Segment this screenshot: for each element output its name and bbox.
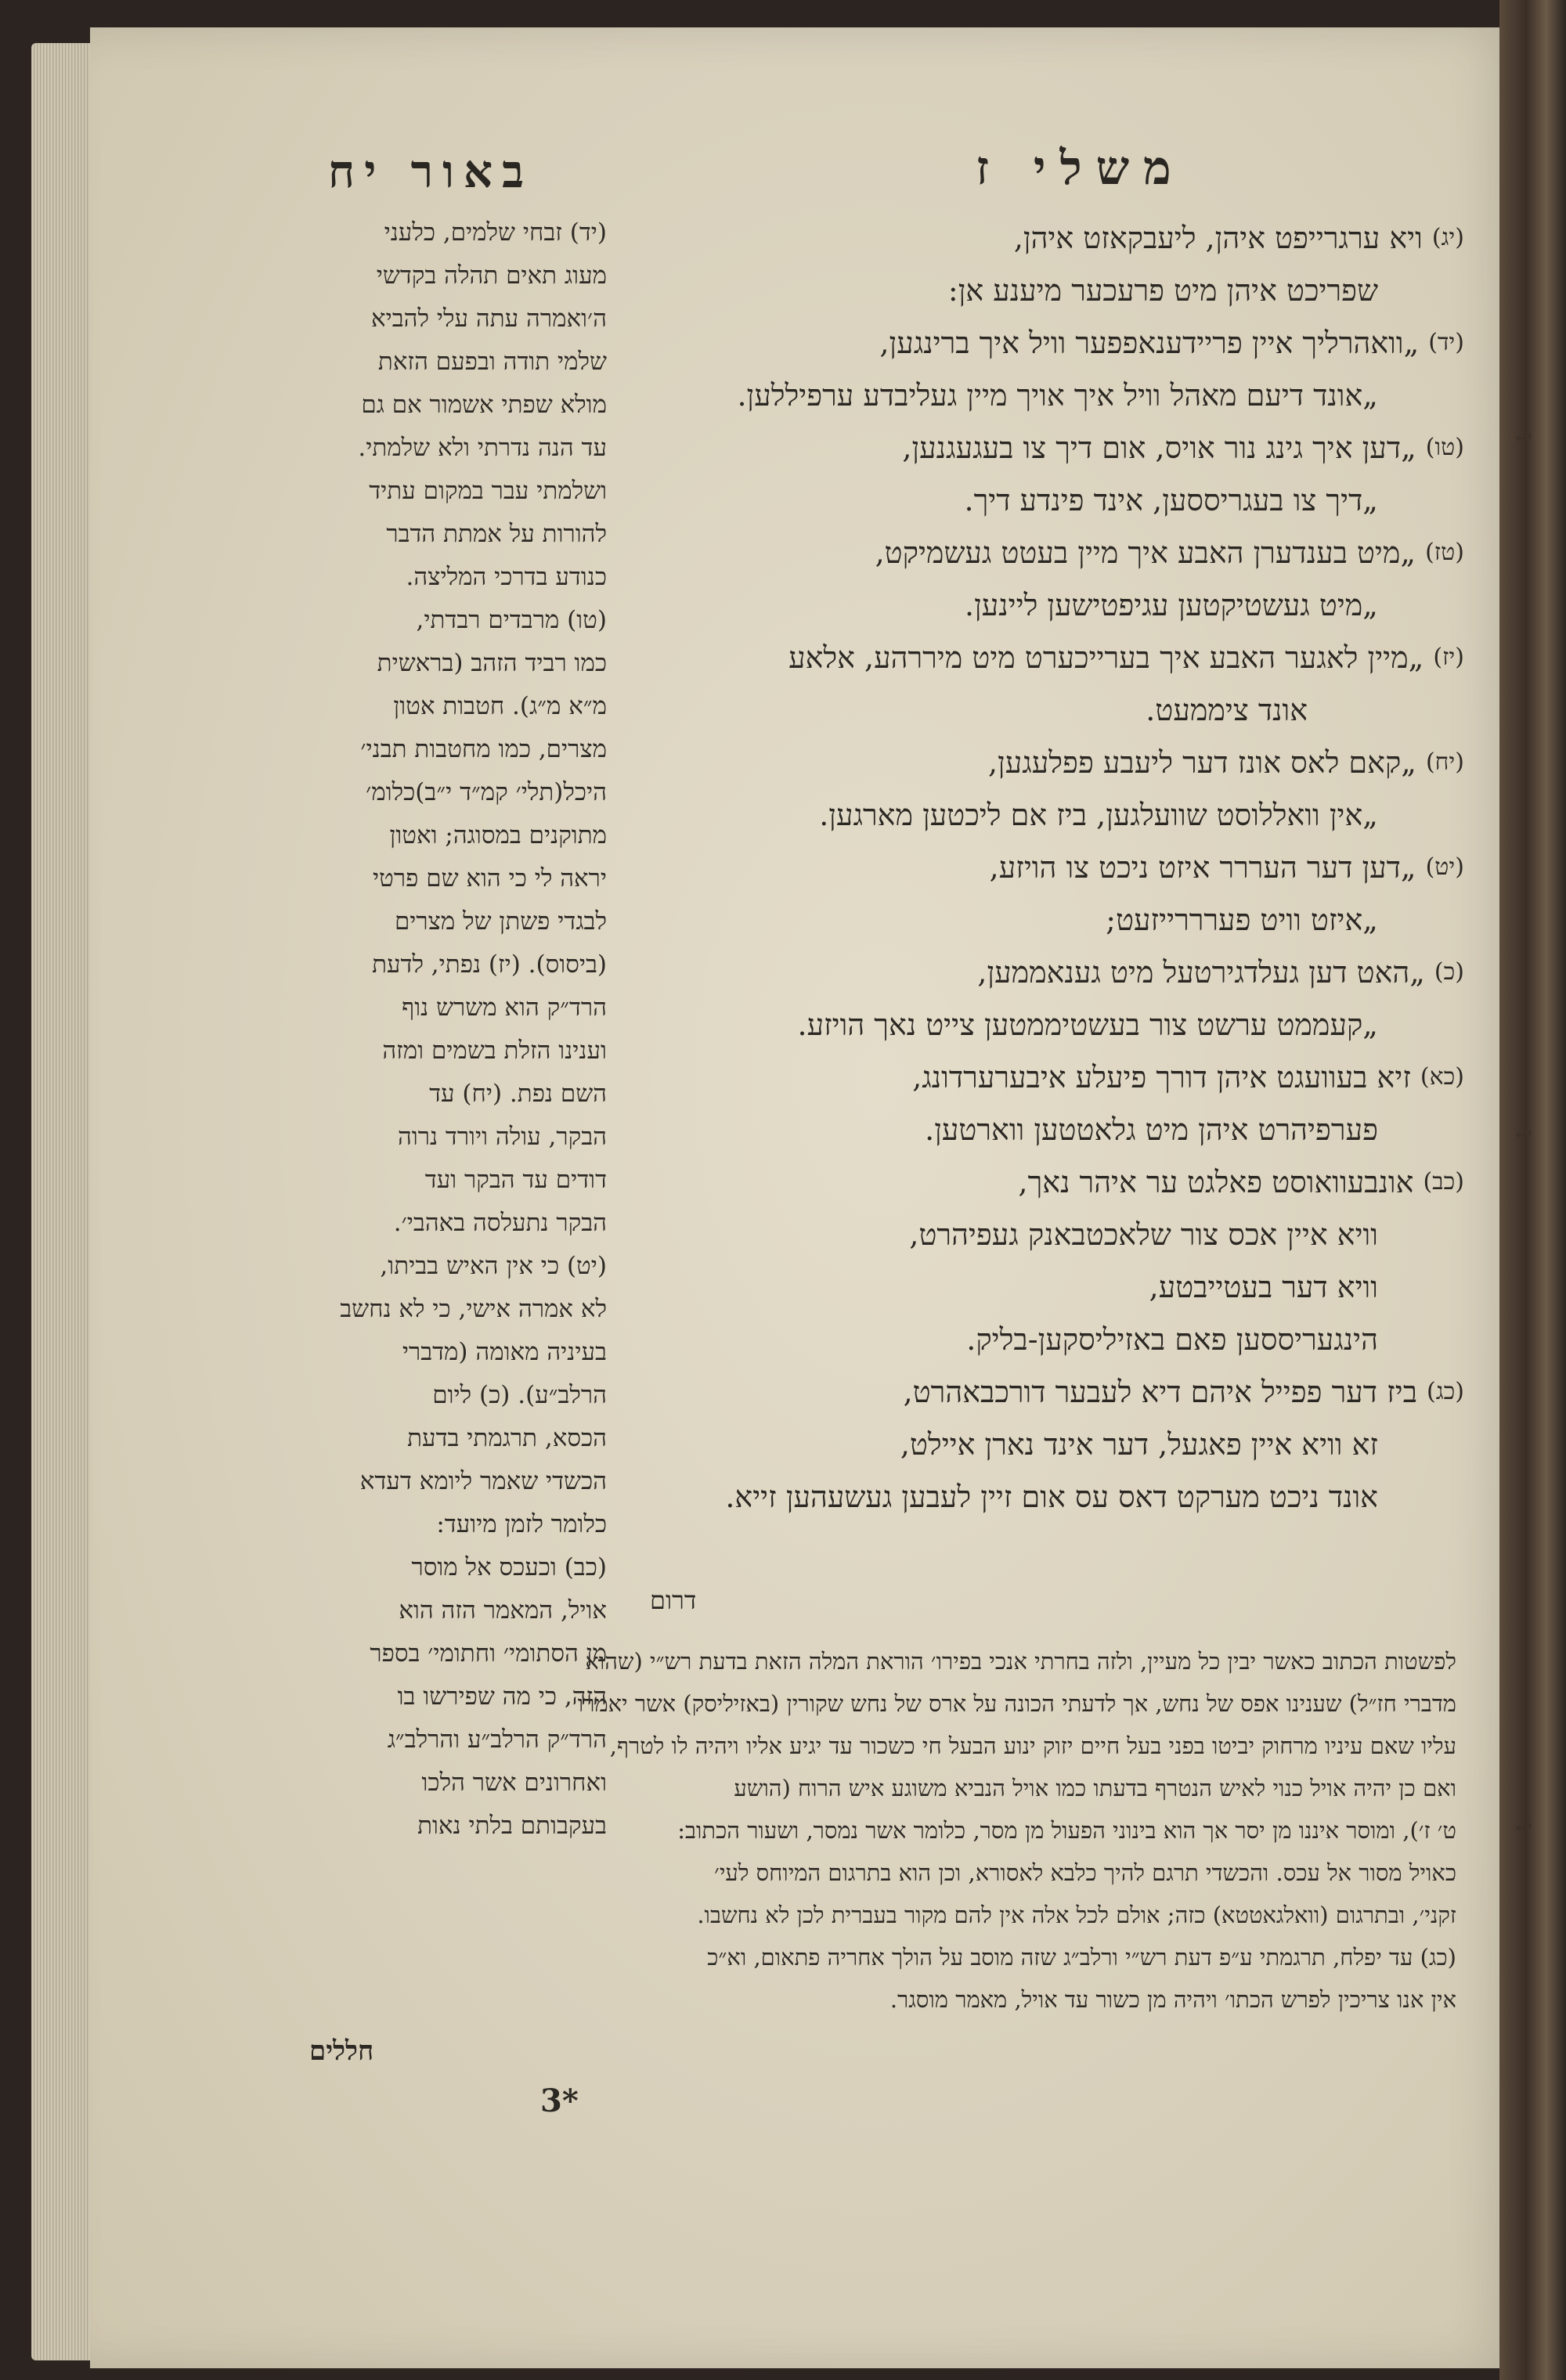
margin-arrow-icon: ↩ xyxy=(1515,1123,1532,1147)
commentary-line: מתוקנים במסוגה; ואטון xyxy=(389,821,607,849)
commentary-line: ה׳ואמרה עתה עלי להביא xyxy=(371,305,607,333)
commentary-line: כלומר לזמן מיועד: xyxy=(436,1510,607,1538)
commentary-line: היכל(תלי׳ קמ״ד י״ב)כלומ׳ xyxy=(366,778,607,806)
verse-line: „מיט געשטיקטען עגיפטישען ליינען. xyxy=(965,587,1378,622)
verse-line: „קעממט ערשט צור בעשטיממטען צייט נאך הויזע. xyxy=(797,1007,1378,1042)
commentary-line: (טו) מרבדים רבדתי, xyxy=(416,606,607,634)
commentary-line: מן הסתומי׳ וחתומי׳ בספר xyxy=(370,1639,607,1668)
commentary-line: הבקר, עולה ויורד נרוה xyxy=(397,1123,607,1151)
footnote-line: ואם כן יהיה אויל כנוי לאיש הנטרף בדעתו כמו אויל הנביא משוגע איש הרוח (הושע xyxy=(734,1775,1456,1801)
verse-line: וויא איין אכס צור שלאכטבאנק געפיהרט, xyxy=(909,1217,1378,1252)
commentary-line: הבקר נתעלסה באהבי׳. xyxy=(393,1209,607,1237)
verse-line: (יז) „מיין לאגער האבע איך בערייכערט מיט מיררהע, אלאע xyxy=(788,640,1464,675)
commentary-line: כנודע בדרכי המליצה. xyxy=(406,563,607,591)
catchword-footer: חללים xyxy=(309,2036,374,2067)
commentary-line: בעיניה מאומה (מדברי xyxy=(402,1338,607,1366)
verse-line: „איזט וויט פערררייזעט; xyxy=(1106,902,1378,937)
commentary-line: שלמי תודה ובפעם הזאת xyxy=(377,348,607,376)
margin-arrow-icon: ↩ xyxy=(1515,427,1532,450)
verse-line: (טז) „מיט בענדערן האבע איך מיין בעטט געשמיקט, xyxy=(875,535,1464,570)
commentary-header: באור יח xyxy=(327,145,534,198)
commentary-line: וענינו הזלת בשמים ומזה xyxy=(382,1037,607,1065)
footnote-line: זקני׳, ובתרגום (וואלגאטטא) כזה; אולם לכל אלה אין להם מקור בעברית לכן לא נחשבו. xyxy=(697,1902,1456,1928)
verse-line: „אונד דיעם מאהל וויל איך אויך מיין געליבדע ערפיללען. xyxy=(737,377,1378,413)
verse-line: (כב) אונבעוואוסט פאלגט ער איהר נאך, xyxy=(1018,1164,1464,1199)
verse-line: הינגעריססען פאם באזיליסקען-בליק. xyxy=(966,1322,1378,1357)
commentary-line: לבגדי פשתן של מצרים xyxy=(394,907,607,936)
footnote-line: עליו שאם עיניו מרחוק יביטו בפני בעל חיים יזוק ינוע הבעל חי כשכור עד יגיע אליו ויהיה לו לטרף, xyxy=(609,1733,1456,1759)
commentary-line: עד הנה נדרתי ולא שלמתי. xyxy=(358,434,607,462)
commentary-line: הכשדי שאמר ליומא דעדא xyxy=(359,1467,607,1495)
verse-line: שפריכט איהן מיט פרעכער מיענע אן: xyxy=(947,272,1378,308)
commentary-column xyxy=(262,211,607,1848)
commentary-line: כמו רביד הזהב (בראשית xyxy=(377,649,607,677)
verse-line: (כג) ביז דער פפייל איהם דיא לעבער דורכבאהרט, xyxy=(903,1374,1464,1409)
margin-arrow-icon: ↩ xyxy=(1515,1816,1532,1840)
commentary-line: יראה לי כי הוא שם פרטי xyxy=(373,864,607,892)
footnote-line: (כג) עד יפלח, תרגמתי ע״פ דעת רש״י ורלב״ג שזה מוסב על הולך אחריה פתאום, וא״כ xyxy=(707,1944,1456,1971)
verse-line: (כ) „האט דען געלדגירטעל מיט גענאממען, xyxy=(977,954,1464,990)
commentary-line: לא אמרה אישי, כי לא נחשב xyxy=(340,1295,607,1323)
commentary-line: (ביסוס). (יז) נפתי, לדעת xyxy=(372,950,607,979)
commentary-line: בעקבותם בלתי נאות xyxy=(417,1812,607,1840)
verse-line: (טו) „דען איך גינג נור אויס, אום דיך צו בעגעגנען, xyxy=(902,430,1464,465)
main-header: משלי ז xyxy=(976,141,1185,196)
verse-line: „אין וואללוסט שוועלגען, ביז אם ליכטען מארגען. xyxy=(819,797,1378,832)
verse-line: (יד) „וואהרליך איין פריידענאפפער וויל איך ברינגען, xyxy=(879,325,1464,360)
commentary-line: השם נפת. (יח) עד xyxy=(429,1080,607,1108)
commentary-line: מצרים, כמו מחטבות תבני׳ xyxy=(360,735,607,763)
verse-line: וויא דער בעטייבטע, xyxy=(1149,1269,1378,1304)
commentary-line: הרלב״ע). (כ) ליום xyxy=(432,1381,607,1409)
commentary-line: מעוג תאים תהלה בקדשי xyxy=(376,261,607,290)
footnote-line: ט׳ ז׳), ומוסר איננו מן יסר אך הוא בינוני הפעול מן מסר, כלומר אשר נמסר, ושעור הכתוב: xyxy=(677,1817,1456,1844)
footnote-line: אין אנו צריכין לפרש הכתו׳ ויהיה מן כשור עד אויל, מאמר מוסגר. xyxy=(889,1986,1456,2013)
verse-line: (יט) „דען דער העררר איזט ניכט צו הויזע, xyxy=(989,849,1464,885)
commentary-line: (כב) וכעכס אל מוסר xyxy=(411,1553,607,1581)
footnote-line: מדברי חז״ל) שענינו אפס של נחש, אך לדעתי הכונה על ארס של נחש שקורין (באזיליסק) אשר יאמרו xyxy=(577,1690,1456,1717)
footnote-line: כאויל מסור אל עכס. והכשדי תרגם להיך כלבא לאסורא, וכן הוא בתרגום המיוחס לעי׳ xyxy=(714,1859,1456,1886)
verse-line: (כא) זיא בעוועגט איהן דורך פיעלע איבערערדונג, xyxy=(912,1059,1464,1094)
signature-mark: 3* xyxy=(540,2082,579,2119)
commentary-line: הזה, כי מה שפירשו בו xyxy=(397,1682,607,1711)
book-binding xyxy=(1499,0,1566,2380)
footnote-block xyxy=(258,1640,1456,2021)
commentary-line: מולא שפתי אשמור אם גם xyxy=(361,391,607,419)
commentary-line: דודים עד הבקר ועד xyxy=(424,1166,607,1194)
verse-line: אונד ניכט מערקט דאס עס אום זיין לעבען געשעהען זייא. xyxy=(725,1479,1378,1514)
commentary-line: הכסא, תרגמתי בדעת xyxy=(407,1424,607,1452)
commentary-line: הרד״ק הרלב״ע והרלב״ג xyxy=(387,1726,607,1754)
commentary-line: ואחרונים אשר הלכו xyxy=(421,1769,607,1797)
commentary-line: להורות על אמתת הדבר xyxy=(386,520,607,548)
catchword-main: דרום xyxy=(650,1585,697,1615)
main-text-column xyxy=(619,211,1464,1523)
commentary-line: מ״א מ״ג). חטבות אטון xyxy=(393,692,607,720)
footnote-line: לפשטות הכתוב כאשר יבין כל מעיין, ולזה בחרתי אנכי בפירו׳ הוראת המלה הזאת בדעת רש״י (שהוא xyxy=(585,1648,1456,1675)
commentary-line: הרד״ק הוא משרש נוף xyxy=(402,993,607,1022)
verse-line: פערפיהרט איהן מיט גלאטטען ווארטען. xyxy=(925,1112,1378,1147)
commentary-line: (יד) זבחי שלמים, כלעני xyxy=(384,218,607,247)
commentary-line: ושלמתי עבר במקום עתיד xyxy=(369,477,607,505)
verse-line: אונד ציממעט. xyxy=(1146,692,1308,727)
verse-line: (יג) ויא ערגרייפט איהן, ליעבקאזט איהן, xyxy=(1013,220,1464,255)
commentary-line: (יט) כי אין האיש בביתו, xyxy=(380,1252,607,1280)
verse-line: זא וויא איין פאגעל, דער אינד נארן איילט, xyxy=(900,1426,1378,1462)
commentary-line: אויל, המאמר הזה הוא xyxy=(399,1596,607,1625)
verse-line: „דיך צו בעגריססען, אינד פינדע דיך. xyxy=(964,482,1378,517)
verse-line: (יח) „קאם לאס אונז דער ליעבע פפלעגען, xyxy=(987,745,1464,780)
